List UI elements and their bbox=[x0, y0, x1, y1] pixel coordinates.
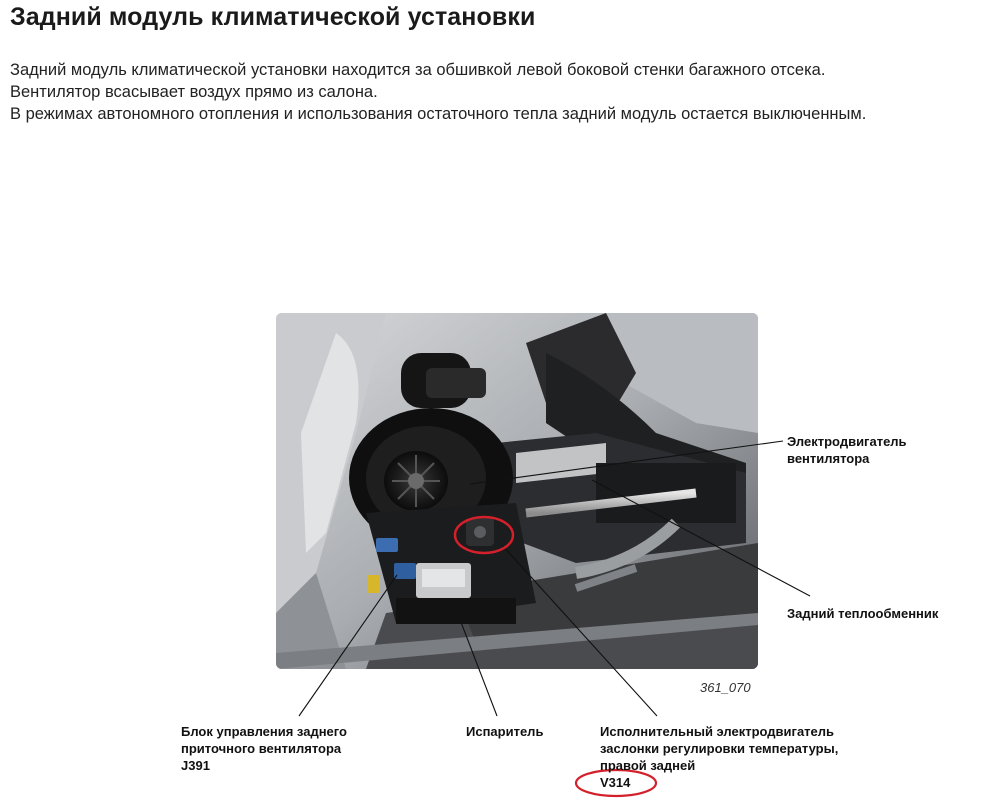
callout-control-unit-line-1: Блок управления заднего bbox=[181, 724, 347, 739]
callout-heat-exchanger bbox=[787, 605, 938, 622]
intro-text bbox=[10, 59, 1000, 125]
page-title: Задний модуль климатической установки bbox=[10, 3, 536, 31]
callout-control-unit-line-2: приточного вентилятора bbox=[181, 741, 342, 756]
intro-paragraph-modes: В режимах автономного отопления и использования остаточного тепла задний модуль остается выключенным. bbox=[10, 105, 867, 123]
photo-illustration bbox=[276, 313, 758, 669]
callout-actuator-line-1: Исполнительный электродвигатель bbox=[600, 724, 835, 739]
callout-fan-motor bbox=[787, 433, 907, 467]
callout-actuator-line-3: правой задней bbox=[600, 758, 696, 773]
callout-fan-motor-line-1: Электродвигатель bbox=[787, 434, 907, 449]
intro-paragraph-fan: Вентилятор всасывает воздух прямо из салона. bbox=[10, 83, 378, 101]
callout-actuator-code: V314 bbox=[600, 775, 631, 790]
figure-number: 361_070 bbox=[700, 680, 751, 695]
callout-control-unit-code: J391 bbox=[181, 758, 210, 773]
intro-paragraph-location: Задний модуль климатической установки находится за обшивкой левой боковой стенки багажного отсека. bbox=[10, 61, 826, 79]
callout-evaporator-line-1: Испаритель bbox=[466, 724, 544, 739]
callout-actuator bbox=[600, 723, 838, 791]
callout-evaporator bbox=[466, 723, 543, 740]
callout-heat-exchanger-line-1: Задний теплообменник bbox=[787, 606, 939, 621]
callout-fan-motor-line-2: вентилятора bbox=[787, 451, 870, 466]
climate-module-photo bbox=[276, 313, 758, 669]
callout-control-unit bbox=[181, 723, 347, 774]
callout-actuator-line-2: заслонки регулировки температуры, bbox=[600, 741, 839, 756]
